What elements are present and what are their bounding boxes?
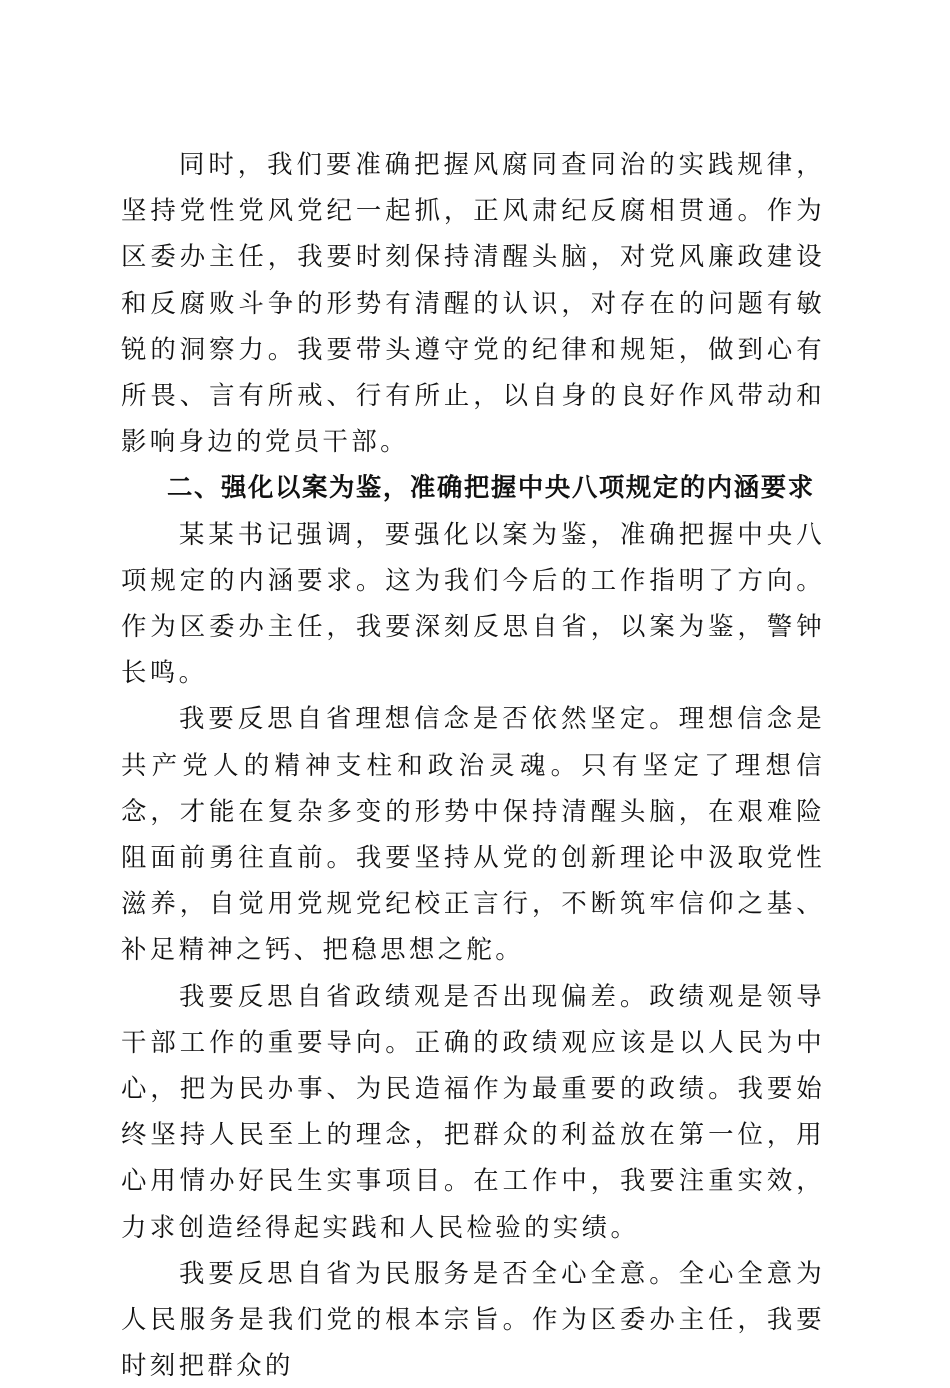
paragraph-practice-rules: 同时，我们要准确把握风腐同查同治的实践规律，坚持党性党风党纪一起抓，正风肃纪反腐相贯通。作为区委办主任，我要时刻保持清醒头脑，对党风廉政建设和反腐败斗争的形势有清醒的认识，对存在的问题有敏锐的洞察力。我要带头遵守党的纪律和规矩，做到心有所畏、言有所戒、行有所止，以自身的良好作风带动和影响身边的党员干部。 xyxy=(121,149,825,457)
paragraph-performance-view: 我要反思自省政绩观是否出现偏差。政绩观是领导干部工作的重要导向。正确的政绩观应该是以人民为中心，把为民办事、为民造福作为最重要的政绩。我要始终坚持人民至上的理念，把群众的利益放在第一位，用心用情办好民生实事项目。在工作中，我要注重实效，力求创造经得起实践和人民检验的实绩。 xyxy=(121,980,825,1242)
paragraph-ideals-beliefs: 我要反思自省理想信念是否依然坚定。理想信念是共产党人的精神支柱和政治灵魂。只有坚定了理想信念，才能在复杂多变的形势中保持清醒头脑，在艰难险阻面前勇往直前。我要坚持从党的创新理论中汲取党性滋养，自觉用党规党纪校正言行，不断筑牢信仰之基、补足精神之钙、把稳思想之舵。 xyxy=(121,703,825,965)
paragraph-serve-people: 我要反思自省为民服务是否全心全意。全心全意为人民服务是我们党的根本宗旨。作为区委办主任，我要时刻把群众的 xyxy=(121,1257,825,1381)
section-heading-2: 二、强化以案为鉴，准确把握中央八项规定的内涵要求 xyxy=(167,472,815,503)
document-page xyxy=(121,141,825,1388)
paragraph-learn-from-cases: 某某书记强调，要强化以案为鉴，准确把握中央八项规定的内涵要求。这为我们今后的工作指明了方向。作为区委办主任，我要深刻反思自省，以案为鉴，警钟长鸣。 xyxy=(121,518,825,688)
